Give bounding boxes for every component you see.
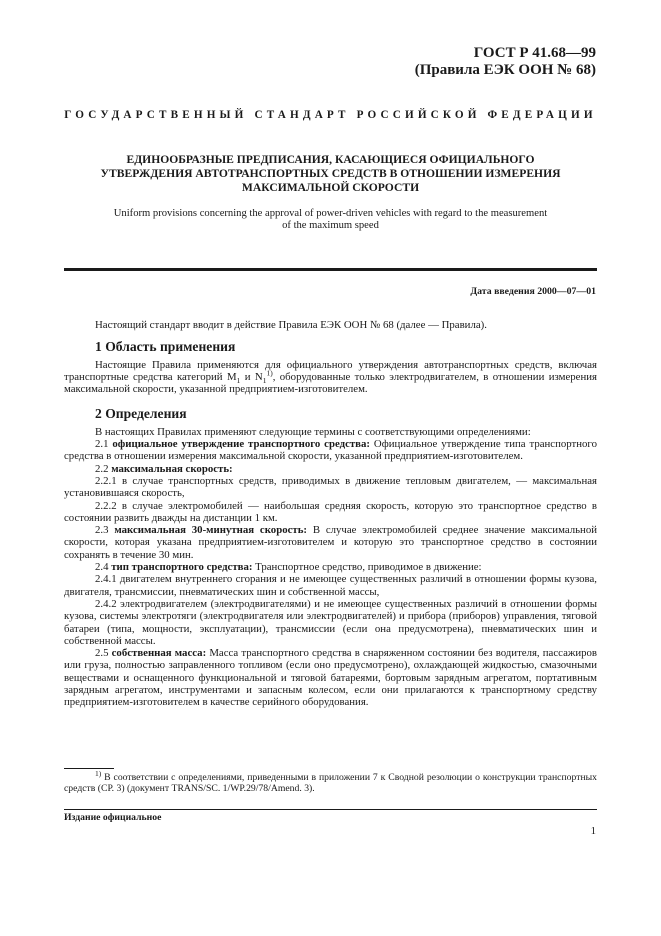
edition-label: Издание официальное bbox=[64, 812, 162, 823]
term: тип транспортного средства: bbox=[111, 561, 253, 574]
title-en-line: of the maximum speed bbox=[282, 220, 379, 231]
clause-2-2: 2.2 максимальная скорость: bbox=[95, 462, 233, 475]
clause-2-3: 2.3 максимальная 30-минутная скорость: В случае электромобилей среднее значение максимальной скорости, которая указана предприятием-изготовителем и которую это транспортное средство в состоянии сохранять в течение 30 мин. bbox=[64, 524, 597, 561]
title-divider bbox=[64, 268, 597, 271]
clause-2-1: 2.1 официальное утверждение транспортного средства: Официальное утверждение типа транспортного средства в отношении измерения максимальной скорости, указанной предприятием-изготовителем. bbox=[64, 438, 597, 463]
section-2-intro: В настоящих Правилах применяют следующие термины с соответствующими определениями: bbox=[95, 425, 531, 438]
gost-number: ГОСТ Р 41.68—99 bbox=[473, 45, 596, 61]
footnote-ref: 1) bbox=[266, 368, 273, 378]
title-ru-line: МАКСИМАЛЬНОЙ СКОРОСТИ bbox=[241, 181, 420, 194]
document-code bbox=[415, 45, 596, 79]
document-title-en bbox=[64, 208, 597, 232]
clause-2-2-2: 2.2.2 в случае электромобилей — наибольшая средняя скорость, которую это транспортное средство в состоянии развить дважды на дистанции 1 км. bbox=[64, 499, 597, 524]
document-title-ru bbox=[64, 153, 597, 195]
introduction-date: Дата введения 2000—07—01 bbox=[470, 286, 596, 297]
document-body bbox=[64, 319, 597, 709]
section-2-heading: 2 Определения bbox=[95, 406, 187, 422]
clause-2-4-2: 2.4.2 электродвигателем (электродвигателями) и не имеющее существенных различий в отношении формы кузова, системы электротяги (электродвигателя или электродвигателей) и прибора (приборов) управления, тяговой батареи (типа, мощности, эксплуатации), трансмиссии (если она предусмотрена), пневматических шин и собственной массы. bbox=[64, 597, 597, 647]
edition-divider bbox=[64, 809, 597, 810]
clause-2-5: 2.5 собственная масса: Масса транспортного средства в снаряженном состоянии без водителя, пассажиров или груза, полностью заправленного топливом (если оно предусмотрено), охлаждающей жидкостью, смазочными веществами и оснащенного функциональной и тяговой батареями, бортовым зарядным агрегатом, портативным зарядным агрегатом, инструментами и запасным колесом, если они прилагаются к транспортному средству предприятием-изготовителем в качестве серийного оборудования. bbox=[64, 647, 597, 709]
footnote-mark: 1) bbox=[95, 768, 102, 778]
un-rule-number: (Правила ЕЭК ООН № 68) bbox=[414, 62, 596, 78]
term: максимальная 30-минутная скорость: bbox=[114, 524, 308, 537]
clause-2-2-1: 2.2.1 в случае транспортных средств, приводимых в движение тепловым двигателем, — максимальная установившаяся скорость, bbox=[64, 474, 597, 500]
term: собственная масса: bbox=[111, 647, 207, 660]
footnote: $^{1)}$ В соответствии с определениями, приведенными в приложении 7 к Сводной резолюции о конструкции транспортных средств (СР. 3) (документ TRANS/SC. 1/WP.29/78/Amend. 3). bbox=[64, 768, 597, 795]
section-1-heading: 1 Область применения bbox=[95, 339, 236, 355]
title-ru-line: ЕДИНООБРАЗНЫЕ ПРЕДПИСАНИЯ, КАСАЮЩИЕСЯ ОФИЦИАЛЬНОГО bbox=[126, 153, 535, 166]
section-1-paragraph: Настоящие Правила применяются для официального утверждения автотранспортных средств, включая транспортные средства категорий $M_1$ и $N_1^{1)}$, оборудованные только электродвигателем, в отношении измерения максимальной скорости, указанной предприятием-изготовителем. bbox=[64, 358, 597, 396]
footnote-separator bbox=[64, 768, 114, 769]
term: максимальная скорость: bbox=[111, 462, 233, 475]
clause-2-4: 2.4 тип транспортного средства: Транспортное средство, приводимое в движение: bbox=[95, 561, 482, 574]
intro-paragraph: Настоящий стандарт вводит в действие Правила ЕЭК ООН № 68 (далее — Правила). bbox=[95, 319, 487, 331]
page-number: 1 bbox=[590, 825, 596, 837]
state-standard-heading: ГОСУДАРСТВЕННЫЙ СТАНДАРТ РОССИЙСКОЙ ФЕДЕРАЦИИ bbox=[64, 109, 597, 121]
clause-2-4-1: 2.4.1 двигателем внутреннего сгорания и не имеющее существенных различий в отношении формы кузова, двигателя, трансмиссии, пневматических шин и собственной массы, bbox=[64, 573, 597, 598]
term: официальное утверждение транспортного средства: bbox=[112, 438, 371, 451]
title-ru-line: УТВЕРЖДЕНИЯ АВТОТРАНСПОРТНЫХ СРЕДСТВ В ОТНОШЕНИИ ИЗМЕРЕНИЯ bbox=[100, 167, 561, 180]
title-en-line: Uniform provisions concerning the approval of power-driven vehicles with regard to the measurement bbox=[113, 208, 548, 219]
